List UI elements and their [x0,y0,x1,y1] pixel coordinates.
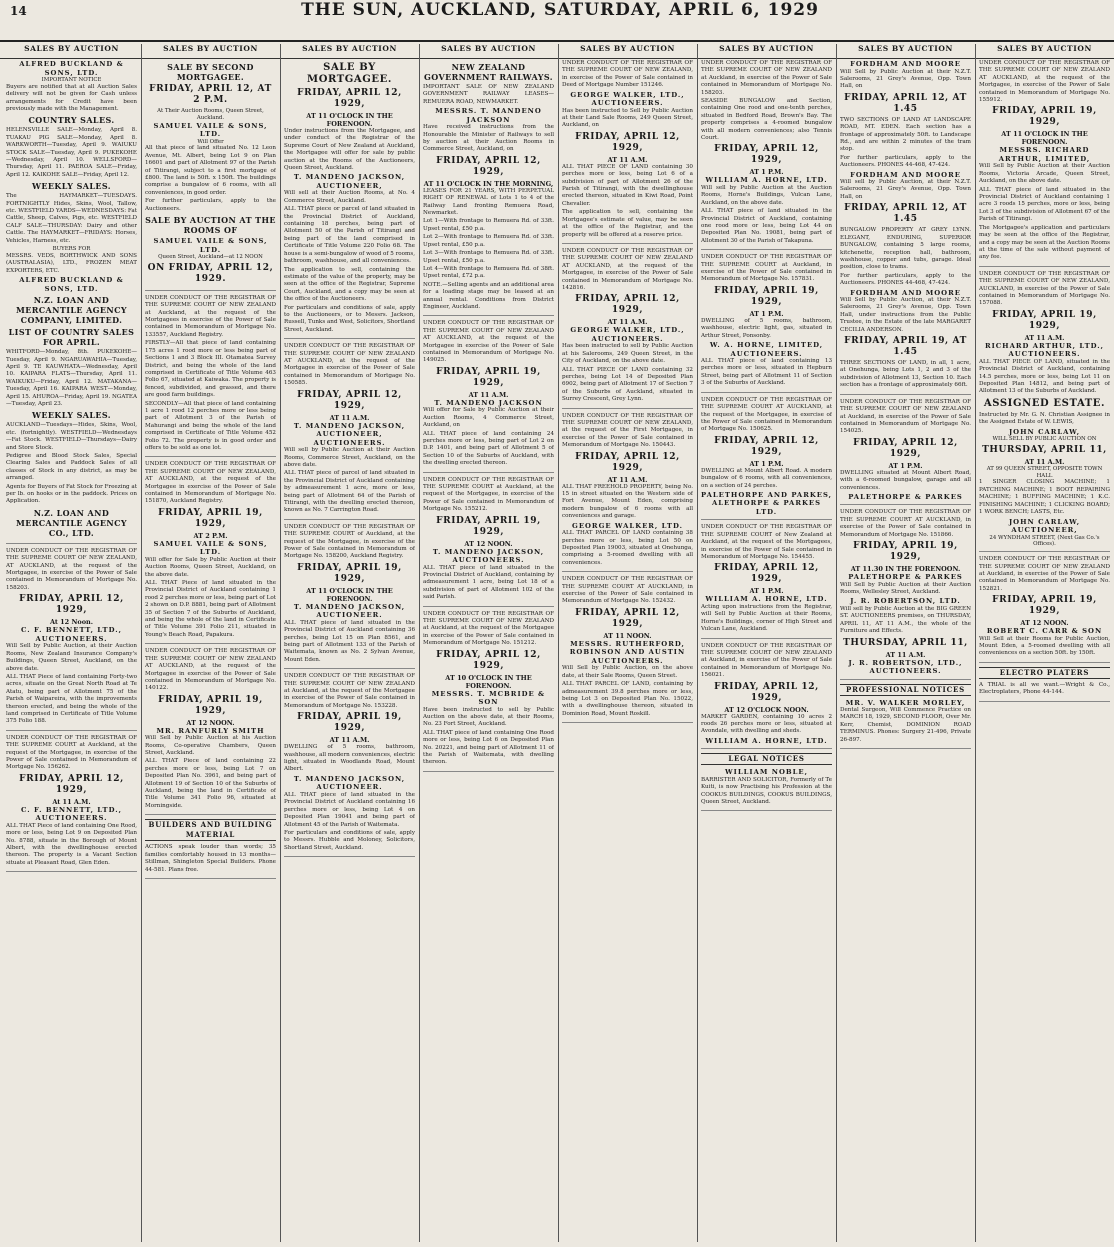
ad-subline: At Their Auction Rooms, Queen Street, Auckland. [157,108,264,121]
sale-time: AT 11 A.M. [329,413,370,422]
sale-date: THURSDAY, APRIL 11, [982,444,1107,455]
ad-text: UNDER CONDUCT OF THE REGISTRAR OF THE SUPREME COURT AT AUCKLAND, in exercise of the Power of Sale contained in Memorandum of Mortgage No. 151866. [840,509,971,538]
auctioneer-name: MESSRS. T. MANDENO JACKSON [435,107,542,124]
ad-text: LEASES FOR 21 YEARS, WITH PERPETUAL RIGHT OF RENEWAL of Lots 1 to 4 of the Railway Land fronting Remuera Road, Newmarket. [423,187,554,217]
auctioneer-name: RICHARD ARTHUR, LTD., AUCTIONEERS. [984,341,1105,359]
ad-text: Pedigree and Blood Stock Sales, Special Clearing Sales and Paddock Sales of all classes of Stock in any district, as may be arranged. [6,453,137,482]
advertisement [562,413,693,573]
ad-text: NOTE.—Selling agents and an additional area for a loading stage may be leased at an annual rental. Conditions from District Engineer, Auckland. [423,281,554,310]
ad-text: Will Sell by Public Auction at their Auction Rooms, Wellesley Street, Auckland. [840,581,971,595]
column-heading: SALES BY AUCTION [719,44,814,53]
ad-text: Has been instructed to sell by Public Auction at his Salerooms, 249 Queen Street, in the City of Auckland, on the above date. [562,343,693,365]
sale-date: FRIDAY, APRIL 19, 1929, [436,515,541,537]
ad-text: UNDER CONDUCT OF THE REGISTRAR OF THE SUPREME COURT AT AUCKLAND, at the request of the Mortgagee, in exercise of the Power of Sale contained in Memorandum of Mortgage No. 150625. [701,396,832,433]
ad-text: AUCKLAND—Tuesdays—Hides, Skins, Wool, etc. (fortnightly). WESTFIELD—Wednesdays—Fat Stock. WESTFIELD—Thursdays—Dairy and Store Stock. [6,422,137,451]
ad-heading: N.Z. LOAN AND MERCANTILE AGENCY CO., LTD. [15,507,128,538]
auctioneer-name: T. MANDENO JACKSON, AUCTIONEERS. [432,547,545,565]
advertisement [284,343,415,520]
sale-time: AT 12 O'CLOCK NOON. [724,705,809,714]
sale-date: FRIDAY, APRIL 12, 1929, [575,607,680,629]
ad-heading: WEEKLY SALES. [32,181,111,192]
sale-time: AT 1 P.M. [749,309,784,318]
ad-text: ALL THAT PARCEL OF LAND, containing by admeasurement 39.8 perches more or less, being Lot 3 on Deposited Plan No. 15022, with a dwellinghouse thereon, situated in Dominion Road, Mount Roskill. [562,681,693,717]
advertisement [562,60,693,244]
ad-text: Will Sell by Public Auction, at their N.Z.T. Salerooms, 21 Grey's Avenue, Opp. Town Hall, under instructions from the Public Trustee, in the Estate of the late MARGARET CECILIA ANDERSON. [840,297,971,333]
ad-text: DWELLING situated at Mount Albert Road, with a 6-roomed bungalow, garage and all conveniences. [840,469,971,491]
column-heading: SALES BY AUCTION [24,44,119,53]
ad-subline: WILL SELL BY PUBLIC AUCTION ON [992,436,1097,443]
advertisement [562,576,693,723]
ad-text: Will sell by Public Auction, at their N.Z.T. Salerooms, 21 Grey's Avenue, Opp. Town Hall, on [840,179,971,200]
ad-text: DWELLING of 5 rooms, bathroom, washhouse, all modern conveniences, electric light, situated in Woodlands Road, Mount Albert. [284,744,415,773]
sale-time: AT 12 NOON. [464,539,513,548]
ad-text: Will Sell at their Rooms for Public Auction, Mount Eden, a 5-roomed dwelling with all conveniences on a section 50ft. by 150ft. [979,635,1110,657]
ad-text: Lot 4—With frontage to Remuera Rd. of 38ft. Upset rental, £72 p.a. [423,265,554,280]
sale-date: FRIDAY, APRIL 12, AT 1.45 [844,203,967,225]
advertisement [6,735,137,872]
advertisement [840,399,971,506]
sale-date: FRIDAY, APRIL 19, 1929, [297,712,402,734]
ad-text: ALL THAT Piece of land containing One Rood, more or less, being Lot 9 on Deposited Plan No. 8788, situate in the Borough of Mount Albert, with the dwellinghouse erected thereon. The property is a Vacant Section situate at Pleasant Road, Glen Eden. [6,822,137,866]
auctioneer-name: T. MANDENO JACKSON, AUCTIONEER. [293,602,406,620]
column-heading: SALES BY AUCTION [858,44,953,53]
auctioneer-name: J. R. ROBERTSON, LTD. [850,597,961,606]
sale-time: AT 11.30 IN THE FORENOON. [850,565,961,574]
ad-text: ALL THAT PIECE OF LAND containing 32 perches, being Lot 14 of Deposited Plan 6902, being part of Allotment 17 of Section 7 of the Suburbs of Auckland, situated in Surrey Crescent, Grey Lynn. [562,366,693,403]
sale-date: FRIDAY, APRIL 19, 1929, [297,562,402,584]
advertisement [562,248,693,409]
sale-date: FRIDAY, APRIL 12, 1929, [575,451,680,473]
auctioneer-name: SAMUEL VAILE & SONS, LTD. [153,539,268,557]
auctioneer-name: PALETHORPE AND PARKES, ALETHORPE & PARKES LTD. [701,490,832,516]
ad-text: UNDER CONDUCT OF THE REGISTRAR OF THE SUPREME COURT OF NEW ZEALAND AT AUCKLAND, at the request of the Mortgagee, in exercise of the Power of Sale contained in Memorandum of Mortgage No. 155912. [979,60,1110,104]
sale-date: FRIDAY, APRIL 12, 1929, [575,294,680,316]
advertisement [840,60,971,395]
ad-text: Will Sell by Public Auction at their Auction Rooms, Victoria Arcade, Queen Street, Auckland, on the above date. [979,163,1110,185]
ad-text: UNDER CONDUCT OF THE REGISTRAR OF THE SUPREME COURT OF NEW ZEALAND at Auckland, in exercise of the Power of Sale contained in Memorandum of Mortgage No. 156021. [701,642,832,679]
ad-text: Has been instructed to Sell by Public Auction at their Land Sale Rooms, 249 Queen Street, Auckland, on [562,107,693,129]
auctioneer-name: ALFRED BUCKLAND & SONS, LTD. [19,60,124,77]
page-number: 14 [10,4,27,18]
auctioneer-name: WILLIAM A. HORNE, LTD. [705,176,828,185]
sale-date: FRIDAY, APRIL 12, 1929, [436,155,541,177]
ad-text: UNDER CONDUCT OF THE REGISTRAR OF THE SUPREME COURT OF NEW ZEALAND, in exercise of the Power of Sale contained in Deed of Mortgage Number 151246. [562,60,693,89]
section-title: PROFESSIONAL NOTICES [840,684,971,696]
sale-time: AT 1 P.M. [749,587,784,596]
auctioneer-name: GEORGE WALKER, LTD. [572,521,683,530]
ad-heading: SALE BY AUCTION AT THE ROOMS OF [145,215,276,236]
ad-text: UNDER CONDUCT OF THE REGISTRAR OF THE SUPREME COURT OF NEW ZEALAND, AT AUCKLAND, at the request of the Mortgagee in exercise of the Power of Sale contained in Memorandum of Mortgage No. 151870, Auckland Registry. [145,461,276,505]
auctioneer-name: JOHN CARLAW, AUCTIONEER, [1008,517,1081,535]
sale-date: FRIDAY, APRIL 12, 1929, [436,649,541,671]
ad-text: IMPORTANT SALE OF NEW ZEALAND GOVERNMENT RAILWAY LEASES—REMUERA ROAD, NEWMARKET. [423,84,554,105]
ad-text: FIRSTLY—All that piece of land containing 175 acres 1 rood more or less being part of Sections 1 and 3 Block III. Otamatea Survey District, and being the whole of the land comprised in Certificate of Title Volume 463 Folio 67, situated at Kaiwaka. The property is fenced, subdivided, and grassed, and there are good farm buildings. [145,340,276,399]
ad-text: ALL THAT piece of land containing 24 perches more or less, being part of Lot 2 on D.P. 1401, and being part of Allotment 5 of Section 10 of the Suburbs of Auckland, with the dwelling erected thereon. [423,430,554,467]
ad-text: The application to sell, containing the estimate of the value of the property, may be seen at the office of the Registrar, Supreme Court, Auckland, and a copy may be seen at the office of the Auctioneers. [284,266,415,303]
sale-date: FRIDAY, APRIL 12, 1929, [297,389,402,411]
sale-date: FRIDAY, APRIL 12, 1929, [297,88,402,109]
sale-time: AT 11 O'CLOCK IN THE FORENOON. [1001,130,1088,147]
ad-subline: 24 WYNDHAM STREET, (Next Gas Co.'s Offices). [989,534,1100,548]
ad-heading: N.Z. LOAN AND MERCANTILE AGENCY COMPANY, LIMITED. [15,295,128,326]
ad-text: ALL THAT PARCEL OF LAND containing 38 perches more or less, being Lot 50 on Deposited Plan 19003, situated at Onehunga, comprising a 5-roomed dwelling with all conveniences. [562,530,693,566]
ad-text: UNDER CONDUCT OF THE REGISTRAR OF THE SUPREME COURT at Auckland, at the request of the Mortgagee, in exercise of the Power of Sale contained in Memorandum of Mortgage No. 156262. [6,734,137,771]
ad-text: ALL THAT Piece of land containing Forty-two acres, situate on the Great North Road at Te Atatu, being part of Allotment 75 of the Parish of Waipareira, with the improvements thereon erected, and being the whole of the land comprised in Certificate of Title Volume 375 Folio 188. [6,673,137,725]
ad-text: 1 SINGER CLOSING MACHINE; 1 PATCHING MACHINE; 1 BOOT REPAIRING MACHINE; 1 BUFFING MACHINE; 1 K.C. FINISHING MACHINE; 1 CLICKING BOARD; 1 WORK BENCH; LASTS, Etc. [979,479,1110,516]
auctioneer-name: WILLIAM NOBLE, [725,768,808,777]
section-block [979,667,1110,702]
ad-text: The application to sell, containing the Mortgagee's estimate of value, may be seen at the office of the Registrar, and the property will be offered at a reserve price. [562,209,693,238]
sale-date: FRIDAY, APRIL 19, 1929, [992,309,1097,331]
sale-time: AT 11 A.M. [607,155,648,164]
section-block [701,753,832,811]
advertisement [701,60,832,250]
sale-date: FRIDAY, APRIL 19, 1929, [158,507,263,529]
ad-text: WHITFORD—Monday, 8th. PUKEKOHE—Tuesday, April 9. NGARUAWAHIA—Tuesday, April 9. TE KAUWHATA—Wednesday, April 10. KAIPARA FLATS—Thursday, April 11. WAIKUKU—Friday, April 12. MATAKANA—Tuesday, April 16. KAIPARA WEST—Monday, April 15. AHUROA—Friday, April 19. NGATEA—Tuesday, April 23. [6,349,137,407]
sale-time: At 12 Noon. [49,618,94,627]
advertisement [979,60,1110,267]
ad-text: UNDER CONDUCT OF THE REGISTRAR OF THE SUPREME COURT OF NEW ZEALAND at Auckland, in exercise of the Power of Sale contained in Memorandum of Mortgage No. 158203. [701,60,832,96]
ad-text: UNDER CONDUCT OF THE REGISTRAR OF THE SUPREME COURT OF NEW ZEALAND AT AUCKLAND, at the request of the Mortgagee in exercise of the Power of Sale contained in Memorandum of Mortgage No. 140122. [145,648,276,692]
ad-text: For particulars and conditions of sale, apply to the Auctioneers, or to Messrs. Jackson, Russell, Tunks and West, Solicitors, Shortland Street, Auckland. [284,304,415,333]
ad-text: ALL THAT PIECE OF LAND containing 30 perches more or less, being Lot 6 of a subdivision of part of Allotment 26 of the Parish of Titirangi, with the dwellinghouse erected thereon, situated in Kiwi Road, Point Chevalier. [562,163,693,207]
ad-text: UNDER CONDUCT OF THE REGISTRAR OF THE SUPREME COURT of Auckland, at the request of the Mortgagee, in exercise of the Power of Sale contained in Memorandum of Mortgage No. 158200, Auckland Registry. [284,523,415,560]
ad-text: DWELLING of 5 rooms, bathroom, washhouse, electric light, gas, situated in Arthur Street, Ponsonby. [701,317,832,339]
column-heading: SALES BY AUCTION [580,44,675,53]
sale-date: THURSDAY, APRIL 11, [843,637,968,648]
column-1 [6,60,137,1242]
ad-text: SEASIDE BUNGALOW and Section, containing One rood and one-tenth perches, situated in Bedford Road, Brown's Bay. The property comprises a 4-roomed bungalow with all modern conveniences; also Tennis Court. [701,98,832,142]
ad-text: ALL THAT piece of parcel of land situated in the Provincial District of Auckland containing by admeasurement 1 acre, more or less, being part of Allotment 64 of the Parish of Titirangi, with the dwelling erected thereon, known as No. 7 Carrington Road. [284,470,415,514]
ad-text: UNDER CONDUCT OF THE REGISTRAR OF THE SUPREME COURT OF NEW ZEALAND at Auckland, at the request of the Mortgagees in exercise of the Power of Sale contained in Memorandum of Mortgage No. 133557, Auckland Registry. [145,294,276,338]
auctioneer-name: WILLIAM A. HORNE, LTD. [705,595,828,604]
advertisement [284,524,415,669]
ad-text: For further particulars, apply to the Auctioneers. PHONES 44-468, 47-424. [840,272,971,287]
ad-text: ALL THAT PIECE OF LAND, situated in the Provincial District of Auckland, containing 14.5 perches, more or less, being Lot 11 on Deposited Plan 14812, and being part of Allotment 13 of the Suburbs of Auckland. [979,358,1110,395]
sale-date: FRIDAY, APRIL 12, AT 2 P.M. [149,84,272,105]
auctioneer-name: T. MANDENO JACKSON, AUCTIONEER, [293,173,406,190]
ad-text: UNDER CONDUCT OF THE REGISTRAR OF THE SUPREME COURT OF NEW ZEALAND, at the request of the First Mortgagee, in exercise of the Power of Sale contained in Memorandum of Mortgage No. 150443. [562,412,693,449]
ad-heading: LIST OF COUNTRY SALES FOR APRIL. [8,327,135,348]
auctioneer-name: SAMUEL VAILE & SONS, LTD. [153,121,268,139]
sale-date: FRIDAY, APRIL 12, 1929, [714,563,819,585]
ad-text: ALL THAT piece of land containing 13 perches more or less, situated in Hepburn Street, being part of Allotment 11 of Section 3 of the Suburbs of Auckland. [701,358,832,387]
advertisement [145,62,276,291]
ad-text: ALL THAT piece of land situated in the Provincial District of Auckland, containing by admeasurement 1 acre, being Lot 18 of a subdivision of part of Allotment 102 of the said Parish. [423,564,554,601]
ad-text: ALL THAT Piece of land situated in the Provincial District of Auckland containing 1 rood 2 perches more or less, being part of Lot 2 shown on D.P. 8881, being part of Allotment 35 of Section 7 of the Suburbs of Auckland, and being the whole of the land in Certificate of Title Volume 391 Folio 211, situated in Young's Beach Road, Papakura. [145,580,276,638]
ad-text: For further particulars, apply to the Auctioneers. [145,198,276,212]
ad-heading-large: SALE BY MORTGAGEE. [307,62,392,85]
auctioneer-name: JOHN CARLAW, [1008,427,1081,436]
sale-time: AT 1 P.M. [749,168,784,177]
sale-time: AT 11 A.M. [607,318,648,327]
advertisement [145,295,276,458]
sale-time: AT 11 NOON. [603,631,652,640]
ad-text: UNDER CONDUCT OF THE REGISTRAR OF THE SUPREME COURT AT AUCKLAND, in exercise of the Power of Sale contained in Memorandum of Mortgage No. 152432. [562,576,693,605]
ad-text: SECONDLY—All that piece of land containing 1 acre 1 rood 12 perches more or less being part of Allotment 3 of the Parish of Mahurangi and being the whole of the land comprised in Certificate of Title Volume 452 Folio 72. The property is in good order and offers to be sold as one lot. [145,400,276,451]
advertisement [979,556,1110,663]
auctioneer-name: MR. RANFURLY SMITH [156,726,265,735]
auctioneer-name: T. MANDENO JACKSON, AUCTIONEER, AUCTIONEERS. [293,421,406,447]
sale-date: FRIDAY, APRIL 12, 1929, [714,681,819,703]
ad-subline: BUYERS FOR [52,246,91,253]
ad-text: Lot 3—With frontage to Remuera Rd. of 33ft. Upset rental, £50 p.a. [423,250,554,264]
sale-time: AT 1 P.M. [888,461,923,470]
advertisement [701,254,832,392]
ad-heading: COUNTRY SALES. [28,115,115,126]
sale-time: AT 11 O'CLOCK IN THE MORNING, [423,179,554,188]
column-4 [423,60,554,1242]
ad-text: For further particulars, apply to the Auctioneers. PHONES 44-468, 47-424. [840,154,971,169]
ad-text: THREE SECTIONS OF LAND, in all, 1 acre, at Onehunga, being Lots 1, 2 and 3 of the subdivision of Allotment 13, Section 10. Each section has a frontage of approximately 66ft. [840,360,971,389]
auctioneer-name: PALETHORPE & PARKES [848,492,963,501]
ad-text: Will sell by Public Auction at their Auction Rooms, Commerce Street, Auckland, on the above date. [284,447,415,468]
ad-text: ACTIONS speak louder than words; 35 families comfortably housed in 13 months—Stillman, Shingleton Special Builders. Phone 44-581. Plans free. [145,844,276,873]
ad-text: UNDER CONDUCT OF THE REGISTRAR OF THE SUPREME COURT OF NEW ZEALAND at Auckland, in exercise of the Power of Sale contained in Memorandum of Mortgage No. 154025. [840,398,971,435]
column-heading: SALES BY AUCTION [302,44,397,53]
auctioneer-name: ROBERT C. CARR & SON [986,627,1103,636]
ad-text: Will sell by Public Auction at the Auction Rooms, Horne's Buildings, Vulcan Lane, Auckland, on the above date. [701,184,832,206]
sale-date: FRIDAY, APRIL 12, AT 1.45 [844,92,967,114]
ad-text: Will Sell by Public Auction, at their Auction Rooms, New Zealand Insurance Company's Buildings, Queen Street, Auckland, on the above date. [6,643,137,672]
ad-text: UNDER CONDUCT OF THE REGISTRAR OF THE SUPREME COURT OF NEW ZEALAND AT AUCKLAND, at the request of the Mortgagee, in exercise of the Power of Sale contained in Memorandum of Mortgage No. 142816. [562,247,693,291]
sale-time: AT 11 O'CLOCK IN THE FORENOON. [306,112,393,128]
sale-time: AT 11 A.M. [1024,457,1065,466]
ad-text: UNDER CONDUCT OF THE REGISTRAR OF THE SUPREME COURT OF NEW ZEALAND AT AUCKLAND, at the request of the Mortgagee in exercise of the Power of Sale contained in Memorandum of Mortgage No. 149025. [423,320,554,364]
ad-text: For particulars and conditions of sale, apply to Messrs. Hubble and Moloney, Solicitors, Shortland Street, Auckland. [284,829,415,851]
auctioneer-name: WILLIAM A. HORNE, LTD. [705,736,828,745]
auctioneer-name: T. MANDENO JACKSON, AUCTIONEER. [293,774,406,792]
auctioneer-name: W. A. HORNE, LIMITED, AUCTIONEERS. [709,341,824,358]
advertisement [145,648,276,815]
auctioneer-name: J. R. ROBERTSON, LTD., AUCTIONEERS. [848,658,963,675]
sale-date: FRIDAY, APRIL 12, 1929, [714,435,819,457]
sale-date: FRIDAY, APRIL 12, 1929, [19,594,124,616]
advertisement [145,461,276,644]
sale-date: FRIDAY, APRIL 12, 1929, [853,437,958,459]
sale-time: AT 2 P.M. [193,531,228,540]
ad-text: Have received instructions from the Honourable the Minister of Railways to sell by auction at their Auction Rooms in Commerce Street, Auckland, on [423,124,554,153]
ad-text: BUNGALOW PROPERTY AT GREY LYNN. ELEGANT, ENDURING, SUPERIOR BUNGALOW, containing 5 large rooms, kitchenette, reception hall, bathroom, washhouse, copper and tubs, garage. Ideal position, close to trams. [840,227,971,271]
auctioneer-name: MESSRS. T. MCBRIDE & SON [431,689,546,707]
auctioneer-name: GEORGE WALKER, LTD., AUCTIONEERS. [570,90,685,108]
ad-heading-large: ASSIGNED ESTATE. [983,397,1106,409]
advertisement [840,509,971,679]
ad-subline: Queen Street, Auckland—at 12 NOON [158,254,263,261]
advertisement [6,60,137,544]
auctioneer-name: MR. V. WALKER MORLEY, [845,698,966,707]
advertisement [423,611,554,772]
auctioneer-name: MESSRS. RUTHERFORD, ROBINSON AND AUSTIN AUCTIONEERS. [569,639,686,665]
auctioneer-name: FORDHAM AND MOORE [850,170,961,179]
ad-subline: Will Offer [197,138,224,145]
ad-text: Acting upon instructions from the Registrar, will Sell by Public Auction at their Rooms, Horne's Buildings, corner of High Street and Vulcan Lane, Auckland. [701,603,832,633]
sale-date: FRIDAY, APRIL 19, 1929, [992,595,1097,617]
sale-date: ON FRIDAY, APRIL 12, 1929. [147,262,274,284]
column-2 [145,60,276,1242]
advertisement [284,673,415,857]
sale-time: AT 12 NOON. [1020,619,1069,628]
ad-text: MESSRS. VEDS, BORTHWICK AND SONS (AUSTRALASIA), LTD., FROZEN MEAT EXPORTERS, ETC. [6,252,137,274]
auctioneer-name: PALETHORPE & PARKES [848,573,963,582]
ad-text: Will offer for Sale by Public Auction at their Auction Rooms, Queen Street, Auckland, on the above date. [145,556,276,578]
column-8 [979,60,1110,1242]
ad-text: BARRISTER AND SOLICITOR, Formerly of Te Kuiti, is now Practising his Profession at the COOKUS BUILDINGS, COOKUS BUILDINGS, Queen Street, Auckland. [701,776,832,806]
sale-time: AT 11 A.M. [1024,333,1065,342]
ad-text: UNDER CONDUCT OF THE REGISTRAR OF THE SUPREME COURT OF NEW ZEALAND, AT AUCKLAND, at the request of the Mortgagee, in exercise of the Power of Sale contained in Memorandum of Mortgage No. 158203. [6,547,137,591]
ad-text: Will sell at their Auction Rooms, at No. 4 Commerce Street, Auckland. [284,190,415,204]
advertisement [979,271,1110,552]
ad-text: Lot 2—With frontage to Remuera Rd. of 33ft. Upset rental, £50 p.a. [423,234,554,248]
ad-text: Have been instructed to sell by Public Auction on the above date, at their Rooms, No. 23 Fort Street, Auckland. [423,706,554,728]
ad-text: ALL THAT piece of land containing One Rood more or less, being Lot 6 on Deposited Plan No. 20221, and being part of Allotment 11 of the Parish of Waitemata, with dwelling thereon. [423,729,554,766]
ad-heading: SALE BY SECOND MORTGAGEE. [167,62,254,82]
ad-text: Dental Surgeon, Will Commence Practice on MARCH 18, 1929, SECOND FLOOR, Over Mr. Kerr, Chemist, DOMINION ROAD TERMINUS. Phones: Surgery 21-496, Private 26-897. [840,707,971,743]
ad-text: UNDER CONDUCT OF THE REGISTRAR OF THE SUPREME COURT OF NEW ZEALAND AT AUCKLAND, at the request of the Mortgagee in exercise of the Power of Sale contained in Memorandum of Mortgage No. 150585. [284,343,415,387]
ad-text: Under instructions from the Mortgagee, and under conduct of the Registrar of the Supreme Court of New Zealand at Auckland, the Mortgagee will offer for sale by public auction at the Rooms of the Auctioneers, Queen Street, Auckland. [284,128,415,172]
auctioneer-name: C. F. BENNETT, LTD., AUCTIONEERS. [21,626,122,643]
section-title: ELECTRO PLATERS [979,667,1110,679]
auctioneer-name: ALFRED BUCKLAND & SONS, LTD. [19,276,124,293]
sale-time: AT 1 P.M. [749,459,784,468]
sale-time: AT 10 O'CLOCK IN THE FORENOON. [445,673,532,690]
sale-time: AT 11 O'CLOCK IN THE FORENOON. [306,586,393,603]
auctioneer-name: C. F. BENNETT, LTD., AUCTIONEERS. [21,805,122,823]
ad-text: UNDER CONDUCT OF THE REGISTRAR OF THE SUPREME COURT at Auckland, in exercise of the Power of Sale contained in Memorandum of Mortgage No. 157831. [701,254,832,283]
ad-text: Will Sell by Public Auction at his Auction Rooms, Co-operative Chambers, Queen Street, Auckland. [145,735,276,757]
ad-text: A TRIAL is all we want.—Wright & Co., Electroplaters, Phone 44-144. [979,681,1110,696]
ad-text: ALL THAT piece of land situated in the Provincial District of Auckland containing 16 perches more or less, being Lot 4 on Deposited Plan 19041 and being part of Allotment 45 of the Parish of Waitemata. [284,791,415,828]
advertisement [701,643,832,750]
auctioneer-name: FORDHAM AND MOORE [850,288,961,297]
ad-text: ALL THAT piece or parcel of land situated in the Provincial District of Auckland, containing 18 perches, being part of Allotment 50 of the Parish of Titirangi and being part of the land comprised in Certificate of Title Volume 220 Folio 68. The house is a semi-bungalow of wood of 5 rooms, bathroom, washhouse, and all conveniences. [284,206,415,265]
ad-text: Agents for Buyers of Fat Stock for Freezing at per lb. on hooks or in the paddock. Prices on Application. [6,483,137,505]
ad-text: Will Sell by Public Auction, on the above date, at their Sale Rooms, Queen Street. [562,665,693,679]
masthead [0,0,1114,42]
ad-subline: IMPORTANT NOTICE [41,77,102,83]
sale-date: FRIDAY, APRIL 19, 1929, [714,285,819,307]
sale-date: FRIDAY, APRIL 12, 1929, [575,131,680,153]
sale-time: AT 11 A.M. [607,475,648,484]
auctioneer-name: SAMUEL VAILE & SONS, LTD. [153,237,268,254]
sale-time: AT 11 A.M. [885,650,926,659]
ad-text: UNDER CONDUCT OF THE REGISTRAR OF THE SUPREME COURT OF NEW ZEALAND, AUCKLAND, in exercise of the Power of Sale contained in Memorandum of Mortgage No. 157088. [979,270,1110,307]
sale-time: At 11 A.M. [52,797,91,806]
ad-text: ALL THAT piece of land situated in the Provincial District of Auckland, containing one rood more or less, being Lot 44 on Deposited Plan No. 19081, being part of Allotment 30 of the Parish of Takapuna. [701,208,832,244]
advertisement [6,548,137,731]
newspaper-title: THE SUN, AUCKLAND, SATURDAY, APRIL 6, 1929 [301,0,819,20]
ad-text: ALL THAT piece of land situated in the Provincial District of Auckland containing 1 acre 3 roods 15 perches, more or less, being Lot 3 of the subdivision of Allotment 67 of the Parish of Titirangi. [979,186,1110,223]
columns-container [0,60,1114,1247]
section-title: BUILDERS AND BUILDING MATERIAL [145,819,276,841]
section-block [145,819,276,879]
ad-text: HELENSVILLE SALE—Monday, April 8. TUAKAU PIG SALE—Monday, April 8. WARKWORTH—Tuesday, April 9. WAIUKU STOCK SALE—Tuesday, April 9. PUKEKOHE—Wednesday, April 10. WELLSFORD—Thursday, April 11. PAEROA SALE—Friday, April 12. KAIKOHE SALE—Friday, April 12. [6,127,137,178]
sale-date: FRIDAY, APRIL 19, 1929, [853,541,958,563]
ad-text: The Mortgagee's application and particulars may be seen at the office of the Registrar, and a copy may be seen at the Auction Rooms at the time of the sale without payment of any fee. [979,224,1110,261]
ad-heading: NEW ZEALAND GOVERNMENT RAILWAYS. [424,62,553,82]
column-6 [701,60,832,1242]
advertisement [701,524,832,638]
section-title: LEGAL NOTICES [701,753,832,765]
ad-text: The HAYMARKET—TUESDAYS. FORTNIGHTLY Hides, Skins, Wool, Tallow, etc. WESTFIELD YARDS—WEDNESDAYS: Fat Cattle, Sheep, Calves, Pigs, etc. WESTFIELD CALF SALE—THURSDAY: Dairy and other Cattle. The HAYMARKET—FRIDAYS: Horses, Vehicles, Harness, etc. [6,193,137,244]
column-5 [562,60,693,1242]
advertisement [423,320,554,472]
ad-text: ALL THAT piece of land situated in the Provincial District of Auckland containing 36 perches, being Lot 15 on Plan 8561, and being part of Allotment 133 of the Parish of Waitemata, known as No. 2 Sylvan Avenue, Mount Eden. [284,619,415,663]
ad-text: TWO SECTIONS OF LAND AT LANDSCAPE ROAD, MT. EDEN. Each section has a frontage of approximately 50ft. to Landscape Rd., and are within 2 minutes of the tram stop. [840,116,971,153]
ad-text: Will sell by Public Auction at the BIG GREEN ST. AUCTIONEERS premises, on THURSDAY, APRIL 11, AT 11 A.M., the whole of the Furniture and Effects. [840,605,971,635]
sale-time: AT 12 NOON. [186,718,235,727]
ad-heading: WEEKLY SALES. [32,410,111,421]
advertisement [423,477,554,607]
sale-date: FRIDAY, APRIL 12, 1929, [714,144,819,166]
auctioneer-name: GEORGE WALKER, LTD., AUCTIONEERS. [570,326,685,343]
sale-time: AT 11 A.M. [468,390,509,399]
sale-date: FRIDAY, APRIL 19, AT 1.45 [844,336,967,358]
column-heading: SALES BY AUCTION [163,44,258,53]
advertisement [701,397,832,521]
section-block [840,684,971,750]
auctioneer-name: FORDHAM AND MOORE [850,60,961,68]
ad-text: Will Sell by Public Auction at their N.Z.T. Salerooms, 21 Grey's Avenue, Opp. Town Hall, on [840,68,971,90]
ad-text: Lot 1—With frontage to Remuera Rd. of 33ft. Upset rental, £50 p.a. [423,218,554,232]
ad-text: Will offer for Sale by Public Auction at their Auction Rooms, 4 Commerce Street, Auckland, on [423,407,554,429]
ad-text: MARKET GARDEN, containing 10 acres 2 roods 26 perches more or less, situated at Avondale, with dwelling and sheds. [701,713,832,735]
ad-text: UNDER CONDUCT OF THE REGISTRAR OF THE SUPREME COURT OF NEW ZEALAND at Auckland, in exercise of the Power of Sale contained in Memorandum of Mortgage No. 152821. [979,556,1110,592]
ad-text: DWELLING at Mount Albert Road. A modern bungalow of 6 rooms, with all conveniences, on a section of 24 perches. [701,467,832,489]
column-heading: SALES BY AUCTION [997,44,1092,53]
sale-date: FRIDAY, APRIL 19, 1929, [158,694,263,716]
ad-text: All that piece of land situated No. 12 Leon Avenue, Mt. Albert, being Lot 9 on Plan 16601 and part of Allotment 97 of the Parish of Titirangi, subject to a first mortgage of £800. The land is 50ft. x 150ft. The buildings comprise a bungalow of 6 rooms, with all conveniences, in good order. [145,145,276,196]
advertisement [284,62,415,339]
section-heading-row [0,44,1114,59]
auctioneer-name: MESSRS. RICHARD ARTHUR, LIMITED, [998,146,1091,163]
ad-text: UNDER CONDUCT OF THE REGISTRAR OF THE SUPREME COURT OF NEW ZEALAND at Auckland, at the request of the Mortgagee in exercise of the Power of Sale contained in Memorandum of Mortgage No. 153228. [284,673,415,709]
ad-text: UNDER CONDUCT OF THE REGISTRAR OF THE SUPREME COURT at Auckland, at the request of the Mortgagee, in exercise of the Power of Sale contained in Memorandum of Mortgage No. 155212. [423,476,554,513]
sale-date: FRIDAY, APRIL 19, 1929, [992,106,1097,128]
auctioneer-name: T. MANDENO JACKSON [434,398,543,407]
column-3 [284,60,415,1242]
ad-text: Instructed by Mr. G. N. Christian Assignee in the Assigned Estate of W. LEWIS, [979,411,1110,426]
sale-date: FRIDAY, APRIL 19, 1929, [436,366,541,388]
ad-text: ALL THAT FREEHOLD PROPERTY, being No. 15 in street situated on the Western side of Fort Avenue, Mount Eden, comprising modern bungalow of 6 rooms with all conveniences and garage. [562,483,693,520]
ad-text: ALL THAT Piece of land containing 22 perches more or less, being Lot 7 on Deposited Plan No. 3961, and being part of Allotment 19 of Section 10 of the Suburbs of Auckland, being the land in Certificate of Title Volume 341 Folio 96, situated at Morningside. [145,758,276,809]
ad-text: UNDER CONDUCT OF THE REGISTRAR OF THE SUPREME COURT of New Zealand at Auckland, at the request of the Mortgagees, in exercise of the Power of Sale contained in Memorandum of Mortgage No. 154455. [701,524,832,561]
ad-text: UNDER CONDUCT OF THE REGISTRAR OF THE SUPREME COURT OF NEW ZEALAND at Auckland, at the request of the Mortgagee in exercise of the Power of Sale contained in Memorandum of Mortgage No. 151212. [423,610,554,647]
sale-date: FRIDAY, APRIL 12, 1929, [19,773,124,795]
ad-text: Buyers are notified that at all Auction Sales delivery will not be given for Cash unless arrangements for Credit have been previously made with the Management. [6,83,137,113]
column-7 [840,60,971,1242]
advertisement [423,62,554,316]
column-heading: SALES BY AUCTION [441,44,536,53]
sale-time: AT 11 A.M. [329,736,370,745]
ad-subline: AT 99 QUEEN STREET, OPPOSITE TOWN HALL [986,465,1103,479]
